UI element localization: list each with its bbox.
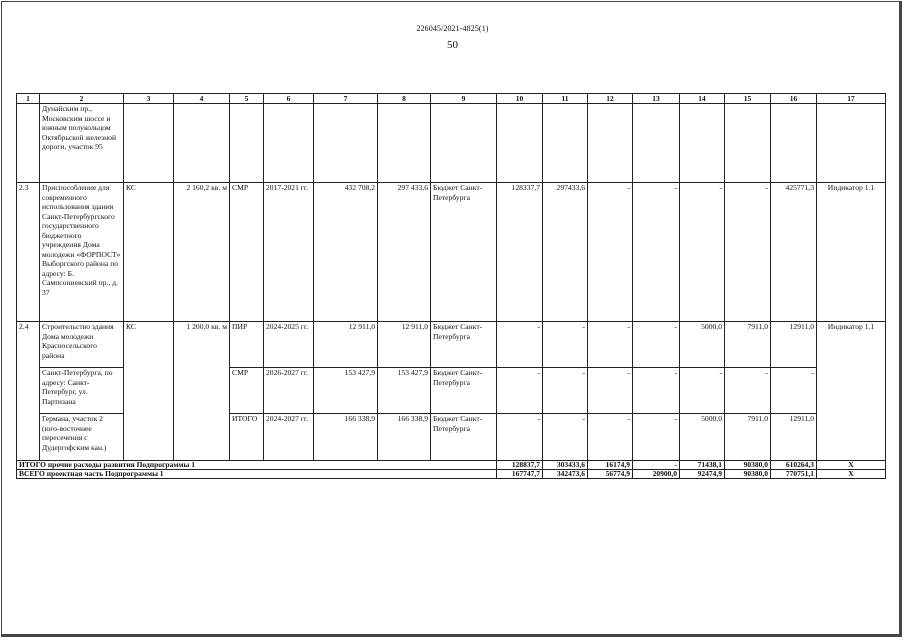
value-cell: 12911,0 xyxy=(771,414,817,461)
period: 2017-2021 гг. xyxy=(264,183,314,322)
value-cell: - xyxy=(543,414,588,461)
row-number: 2.3 xyxy=(17,183,40,322)
value-cell: - xyxy=(633,414,680,461)
page-number: 50 xyxy=(447,39,458,51)
total-cost: 153 427,9 xyxy=(314,368,378,414)
period: 2024-2027 гг. xyxy=(264,414,314,461)
value-cell: - xyxy=(633,368,680,414)
total-value: Х xyxy=(817,470,886,479)
value-cell: 425771,3 xyxy=(771,183,817,322)
total-value: 342473,6 xyxy=(543,470,588,479)
value-cell: - xyxy=(497,322,543,368)
total-label: ИТОГО прочие расходы развития Подпрограммы 1 xyxy=(17,461,497,470)
header-cell: 7 xyxy=(314,94,378,104)
header-row xyxy=(17,94,886,104)
header-cell: 6 xyxy=(264,94,314,104)
value-cell: - xyxy=(771,368,817,414)
value-cell: - xyxy=(588,322,633,368)
value-cell: - xyxy=(725,368,771,414)
stage: ИТОГО xyxy=(230,414,264,461)
total-value: 20900,0 xyxy=(633,470,680,479)
object-type: КС xyxy=(124,322,174,461)
stage: СМР xyxy=(230,183,264,322)
value-cell: 7911,0 xyxy=(725,322,771,368)
value-cell: - xyxy=(588,368,633,414)
header-cell: 10 xyxy=(497,94,543,104)
object-name: Санкт-Петербурга, по адресу: Санкт-Петербург, ул. Партизана xyxy=(40,368,124,414)
funding-source: Бюджет Санкт-Петербурга xyxy=(431,183,497,322)
object-name: Строительство здания Дома молодежи Красносельского района xyxy=(40,322,124,368)
value-cell: - xyxy=(588,414,633,461)
remaining-cost: 166 338,9 xyxy=(378,414,431,461)
total-cost: 432 708,2 xyxy=(314,183,378,322)
remaining-cost: 153 427,9 xyxy=(378,368,431,414)
value-cell: - xyxy=(680,183,725,322)
header-cell: 1 xyxy=(17,94,40,104)
period: 2024-2025 гг. xyxy=(264,322,314,368)
total-cost: 166 338,9 xyxy=(314,414,378,461)
indicator: Индикатор 1.1 xyxy=(817,322,886,461)
header-cell: 12 xyxy=(588,94,633,104)
value-cell: - xyxy=(588,183,633,322)
header-cell: 5 xyxy=(230,94,264,104)
value-cell: 5000,0 xyxy=(680,322,725,368)
header-cell: 11 xyxy=(543,94,588,104)
value-cell: - xyxy=(633,183,680,322)
total-value: 92474,9 xyxy=(680,470,725,479)
total-cost: 12 911,0 xyxy=(314,322,378,368)
remaining-cost: 297 433,6 xyxy=(378,183,431,322)
total-value: 71438,1 xyxy=(680,461,725,470)
funding-source: Бюджет Санкт-Петербурга xyxy=(431,368,497,414)
table-row xyxy=(17,322,886,368)
indicator: Индикатор 1.1 xyxy=(817,183,886,322)
funding-source: Бюджет Санкт-Петербурга xyxy=(431,414,497,461)
row-number: 2.4 xyxy=(17,322,40,461)
header-cell: 3 xyxy=(124,94,174,104)
header-cell: 16 xyxy=(771,94,817,104)
funding-source: Бюджет Санкт-Петербурга xyxy=(431,322,497,368)
total-value: 167747,7 xyxy=(497,470,543,479)
object-name: Приспособление для современного использования здания Санкт-Петербургского государственного бюджетного учреждения Дома молодежи «ФОРПОСТ» Выборгского района по адресу: Б. Сампсониевский пр., д. 37 xyxy=(40,183,124,322)
header-cell: 15 xyxy=(725,94,771,104)
capacity: 1 200,0 кв. м xyxy=(174,322,230,461)
value-cell: - xyxy=(633,322,680,368)
value-cell: 12911,0 xyxy=(771,322,817,368)
header-cell: 14 xyxy=(680,94,725,104)
total-value: 128837,7 xyxy=(497,461,543,470)
total-row xyxy=(17,461,886,470)
table-row xyxy=(17,104,886,183)
header-cell: 4 xyxy=(174,94,230,104)
header-cell: 17 xyxy=(817,94,886,104)
value-cell: - xyxy=(497,414,543,461)
total-label: ВСЕГО проектная часть Подпрограммы 1 xyxy=(17,470,497,479)
grand-total-row xyxy=(17,470,886,479)
capacity: 2 160,2 кв. м xyxy=(174,183,230,322)
total-value: 90380,0 xyxy=(725,470,771,479)
document-number: 226045/2021-4825(1) xyxy=(416,24,489,33)
total-value: - xyxy=(633,461,680,470)
header-cell: 13 xyxy=(633,94,680,104)
object-name: Германа, участок 2 (юго-восточнее пересечения с Дудергофским кан.) xyxy=(40,414,124,461)
object-name: Дунайским пр., Московским шоссе и южным полукольцом Октябрьской железной дороги, участок 95 xyxy=(40,104,124,183)
value-cell: 297433,6 xyxy=(543,183,588,322)
table-row xyxy=(17,183,886,322)
total-value: 56774,9 xyxy=(588,470,633,479)
total-value: 16174,9 xyxy=(588,461,633,470)
total-value: 90380,0 xyxy=(725,461,771,470)
total-value: 610264,3 xyxy=(771,461,817,470)
value-cell: 7911,0 xyxy=(725,414,771,461)
value-cell: - xyxy=(680,368,725,414)
total-value: 770751,1 xyxy=(771,470,817,479)
total-value: 303433,6 xyxy=(543,461,588,470)
stage: ПИР xyxy=(230,322,264,368)
value-cell: - xyxy=(543,322,588,368)
total-value: Х xyxy=(817,461,886,470)
program-table xyxy=(16,93,886,479)
remaining-cost: 12 911,0 xyxy=(378,322,431,368)
value-cell: 5000,0 xyxy=(680,414,725,461)
period: 2026-2027 гг. xyxy=(264,368,314,414)
value-cell: - xyxy=(497,368,543,414)
header-cell: 8 xyxy=(378,94,431,104)
header-cell: 2 xyxy=(40,94,124,104)
object-type: КС xyxy=(124,183,174,322)
value-cell: 128337,7 xyxy=(497,183,543,322)
stage: СМР xyxy=(230,368,264,414)
value-cell: - xyxy=(543,368,588,414)
value-cell: - xyxy=(725,183,771,322)
header-cell: 9 xyxy=(431,94,497,104)
